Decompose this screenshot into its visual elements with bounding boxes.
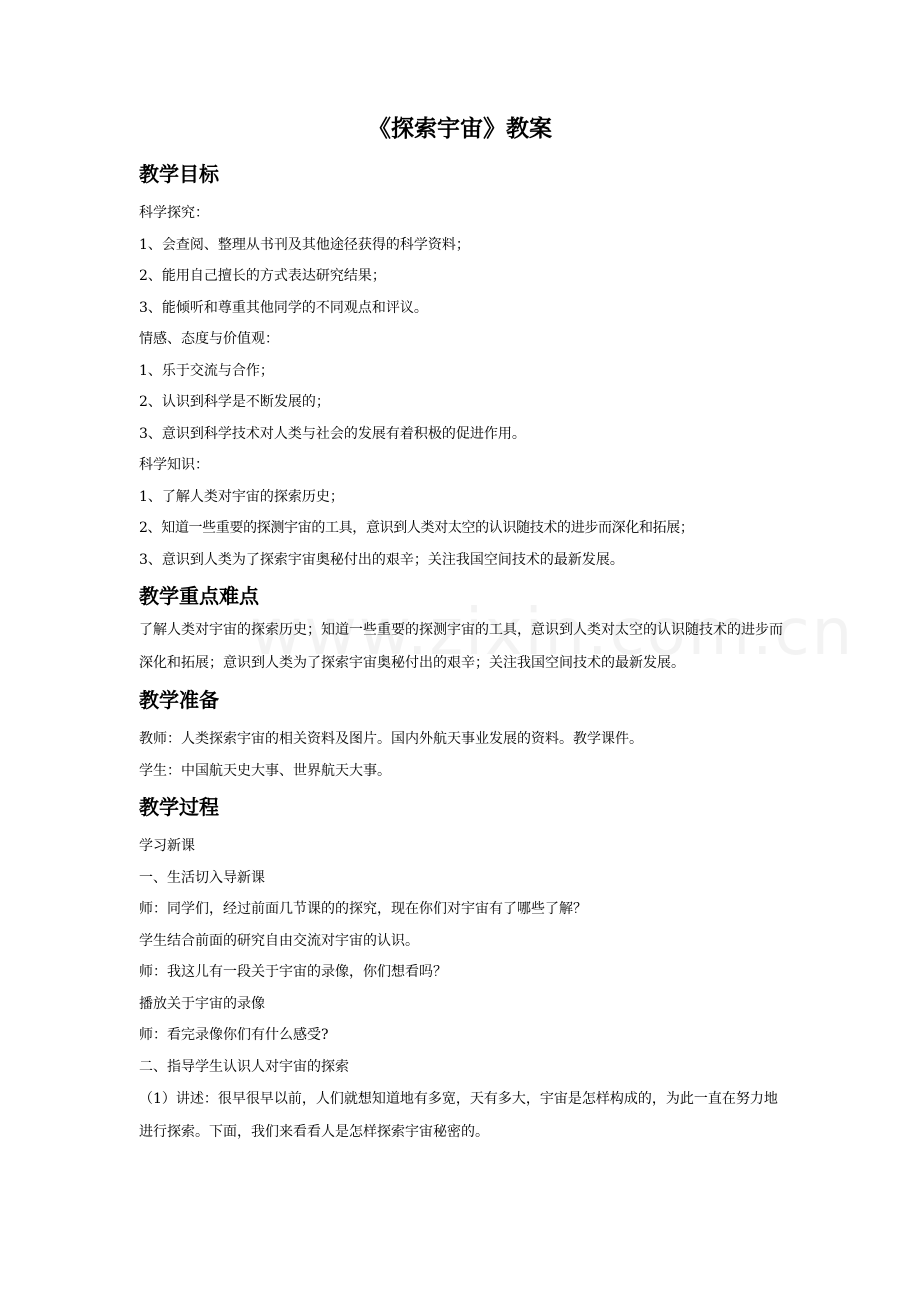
goals-line: 2、认识到科学是不断发展的； [139, 394, 330, 410]
process-line: 学生结合前面的研究自由交流对宇宙的认识。 [139, 932, 419, 949]
process-line: 一、生活切入导新课 [139, 869, 265, 886]
goals-line: 2、能用自己擅长的方式表达研究结果； [139, 268, 386, 284]
goals-line: 科学知识： [139, 457, 209, 473]
preparation-list [139, 724, 784, 787]
goals-line: 1、了解人类对宇宙的探索历史； [139, 488, 344, 505]
preparation-line: 学生：中国航天史大事、世界航天大事。 [139, 762, 391, 779]
process-line: 师：看完录像你们有什么感受? [139, 1027, 329, 1043]
process-line: 播放关于宇宙的录像 [139, 995, 265, 1012]
goals-line: 情感、态度与价值观： [139, 331, 279, 347]
section-heading-key-points: 教学重点难点 [139, 584, 259, 608]
goals-line: 3、能倾听和尊重其他同学的不同观点和评议。 [139, 299, 428, 316]
process-paragraph: （1）讲述：很早很早以前，人们就想知道地有多宽，天有多大，宇宙是怎样构成的，为此一直在努力地进行探索。下面，我们来看看人是怎样探索宇宙秘密的。 [139, 1091, 778, 1140]
process-line: 二、指导学生认识人对宇宙的探索 [139, 1058, 349, 1075]
section-heading-preparation: 教学准备 [139, 688, 219, 712]
preparation-line: 教师：人类探索宇宙的相关资料及图片。国内外航天事业发展的资料。教学课件。 [139, 731, 643, 747]
section-heading-process: 教学过程 [139, 795, 219, 819]
document-body [139, 156, 784, 1149]
process-line: 师：同学们，经过前面几节课的的探究，现在你们对宇宙有了哪些了解？ [139, 901, 587, 917]
goals-list [139, 198, 784, 576]
section-heading-goals: 教学目标 [139, 162, 219, 186]
goals-line: 1、乐于交流与合作； [139, 362, 274, 379]
key-points-paragraph: 了解人类对宇宙的探索历史；知道一些重要的探测宇宙的工具，意识到人类对太空的认识随技术的进步而深化和拓展；意识到人类为了探索宇宙奥秘付出的艰辛；关注我国空间技术的最新发展。 [139, 622, 783, 671]
goals-line: 2、知道一些重要的探测宇宙的工具，意识到人类对太空的认识随技术的进步而深化和拓展； [139, 520, 694, 536]
goals-line: 3、意识到科学技术对人类与社会的发展有着积极的促进作用。 [139, 425, 526, 442]
goals-line: 1、会查阅、整理从书刊及其他途径获得的科学资料； [139, 236, 470, 253]
document-title: 《探索宇宙》教案 [368, 116, 552, 142]
process-line: 师：我这儿有一段关于宇宙的录像，你们想看吗？ [139, 964, 447, 980]
goals-line: 3、意识到人类为了探索宇宙奥秘付出的艰辛；关注我国空间技术的最新发展。 [139, 551, 624, 568]
process-line: 学习新课 [139, 838, 195, 854]
goals-line: 科学探究： [139, 205, 209, 221]
process-list [139, 831, 784, 1149]
